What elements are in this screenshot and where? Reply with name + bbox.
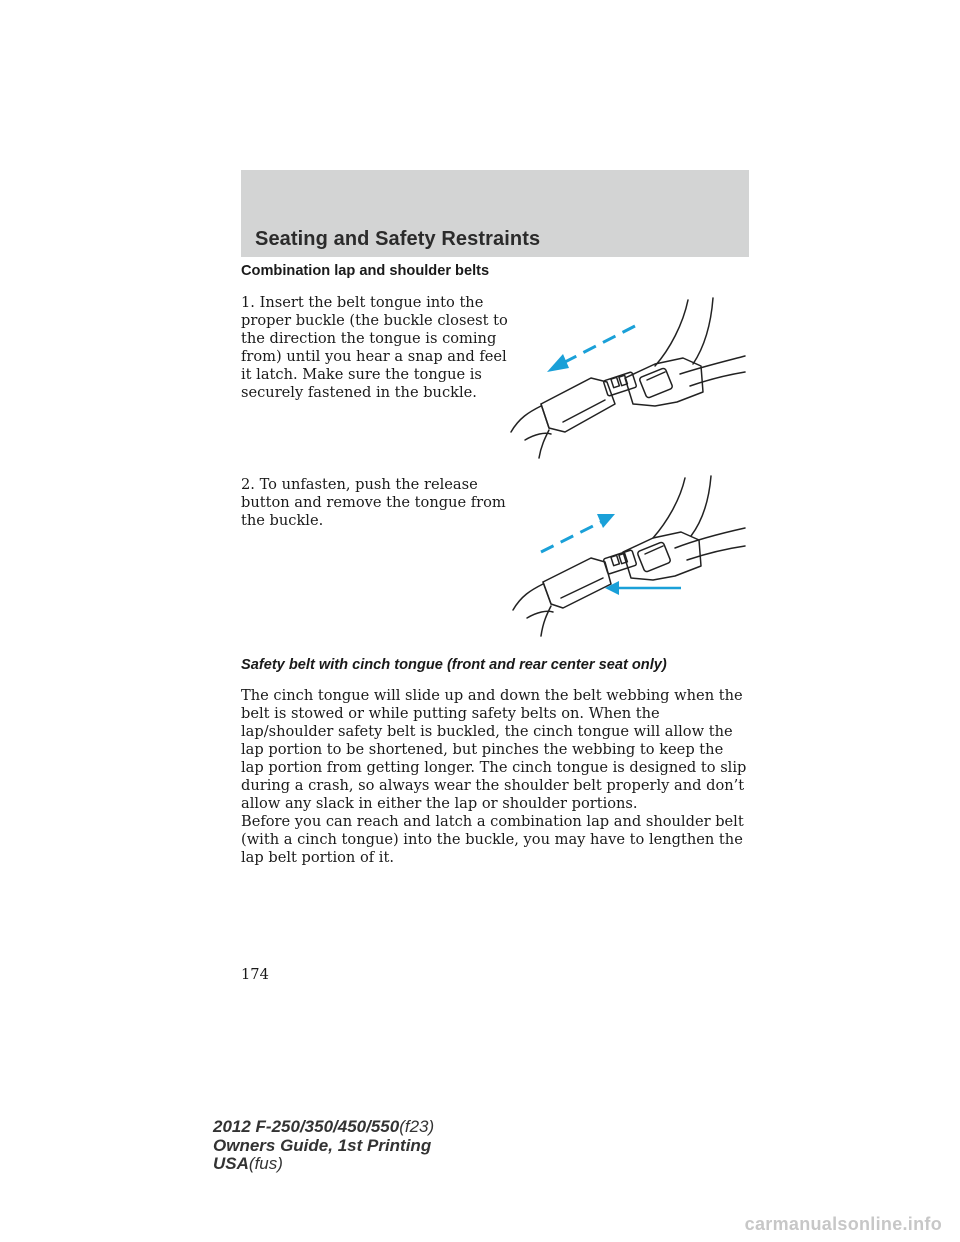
section-title: Seating and Safety Restraints [255, 228, 541, 250]
footer-edition: Owners Guide, 1st Printing [213, 1135, 432, 1155]
step-2-text: 2. To unfasten, push the release button and remove the tongue from the buckle. [241, 476, 506, 529]
footer-market-code: (fus) [248, 1154, 283, 1173]
step-1-text: 1. Insert the belt tongue into the proper buckle (the buckle closest to the direction the tongue is coming from) until you hear a snap and feel it latch. Make sure the tongue is securely fastened in the buckle. [241, 294, 508, 401]
cinch-paragraph-1: The cinch tongue will slide up and down the belt webbing when the belt is stowed or while putting safety belts on. When the lap/shoulder safety belt is buckled, the cinch tongue will allow the lap portion to be shortened, but pinches the webbing to keep the lap portion from getting longer. The cinch tongue is designed to slip during a crash, so always wear the shoulder belt properly and don’t allow any slack in either the lap or shoulder portions. [241, 687, 747, 812]
section-header-band [241, 170, 749, 257]
cinch-tongue-heading: Safety belt with cinch tongue (front and rear center seat only) [241, 657, 667, 673]
page-number: 174 [241, 966, 269, 983]
footer-model: 2012 F-250/350/450/550 [213, 1117, 400, 1136]
section-heading: Combination lap and shoulder belts [241, 263, 490, 279]
cinch-paragraph-2: Before you can reach and latch a combination lap and shoulder belt (with a cinch tongue) into the buckle, you may have to lengthen the lap belt portion of it. [241, 813, 744, 866]
footer-model-code: (f23) [399, 1117, 435, 1136]
document-footer [213, 1118, 434, 1174]
footer-market: USA [213, 1154, 249, 1173]
buckle-insert-illustration [505, 294, 755, 464]
buckle-release-illustration [505, 470, 755, 642]
watermark: carmanualsonline.info [744, 1214, 942, 1234]
